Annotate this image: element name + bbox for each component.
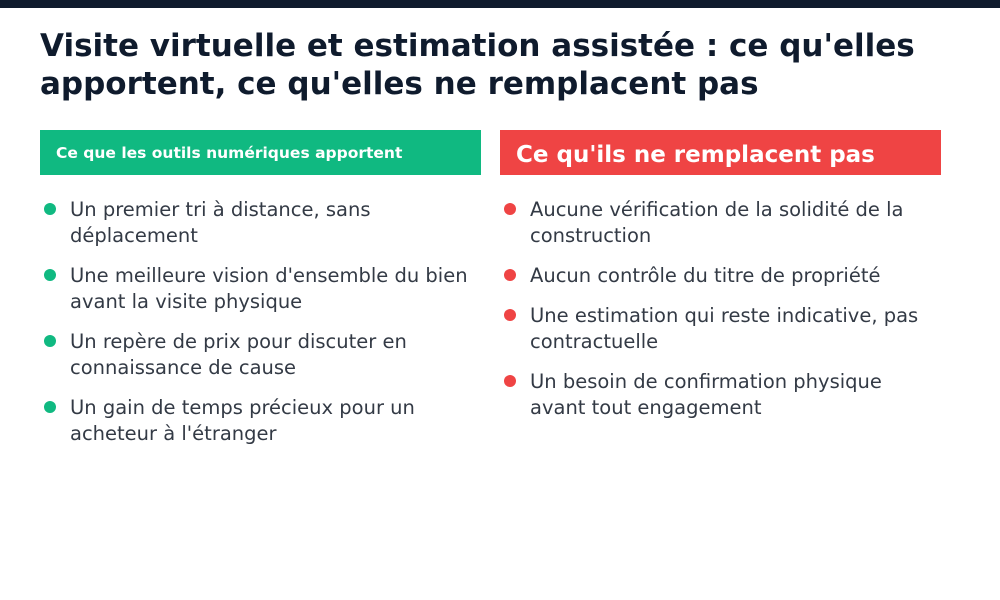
- green-dot-icon: [44, 401, 56, 413]
- limitation-item-text: Aucun contrôle du titre de propriété: [530, 264, 881, 287]
- benefit-item-text: Un gain de temps précieux pour un acheteur à l'étranger: [70, 396, 415, 445]
- red-dot-icon: [504, 269, 516, 281]
- green-dot-icon: [44, 335, 56, 347]
- benefits-list: [40, 197, 481, 447]
- limitation-item-text: Une estimation qui reste indicative, pas contractuelle: [530, 304, 919, 353]
- green-dot-icon: [44, 269, 56, 281]
- limitations-list: [500, 197, 941, 421]
- benefit-item: [40, 197, 481, 249]
- benefit-item-text: Un premier tri à distance, sans déplacement: [70, 198, 371, 247]
- benefit-item: [40, 263, 481, 315]
- red-dot-icon: [504, 309, 516, 321]
- top-accent-bar: [0, 0, 1000, 8]
- benefit-item-text: Une meilleure vision d'ensemble du bien avant la visite physique: [70, 264, 468, 313]
- green-dot-icon: [44, 203, 56, 215]
- benefit-item-text: Un repère de prix pour discuter en connaissance de cause: [70, 330, 407, 379]
- benefit-item: [40, 329, 481, 381]
- limitation-item: [500, 369, 941, 421]
- benefits-header: Ce que les outils numériques apportent: [40, 130, 481, 175]
- limitation-item: [500, 197, 941, 249]
- limitations-column: [500, 130, 941, 435]
- limitations-header: Ce qu'ils ne remplacent pas: [500, 130, 941, 175]
- limitation-item-text: Un besoin de confirmation physique avant tout engagement: [530, 370, 882, 419]
- benefit-item: [40, 395, 481, 447]
- red-dot-icon: [504, 375, 516, 387]
- limitation-item-text: Aucune vérification de la solidité de la construction: [530, 198, 904, 247]
- limitation-item: [500, 303, 941, 355]
- red-dot-icon: [504, 203, 516, 215]
- slide-title: Visite virtuelle et estimation assistée : ce qu'elles apportent, ce qu'elles ne remplacent pas: [40, 28, 915, 102]
- benefits-column: [40, 130, 481, 461]
- limitation-item: [500, 263, 941, 289]
